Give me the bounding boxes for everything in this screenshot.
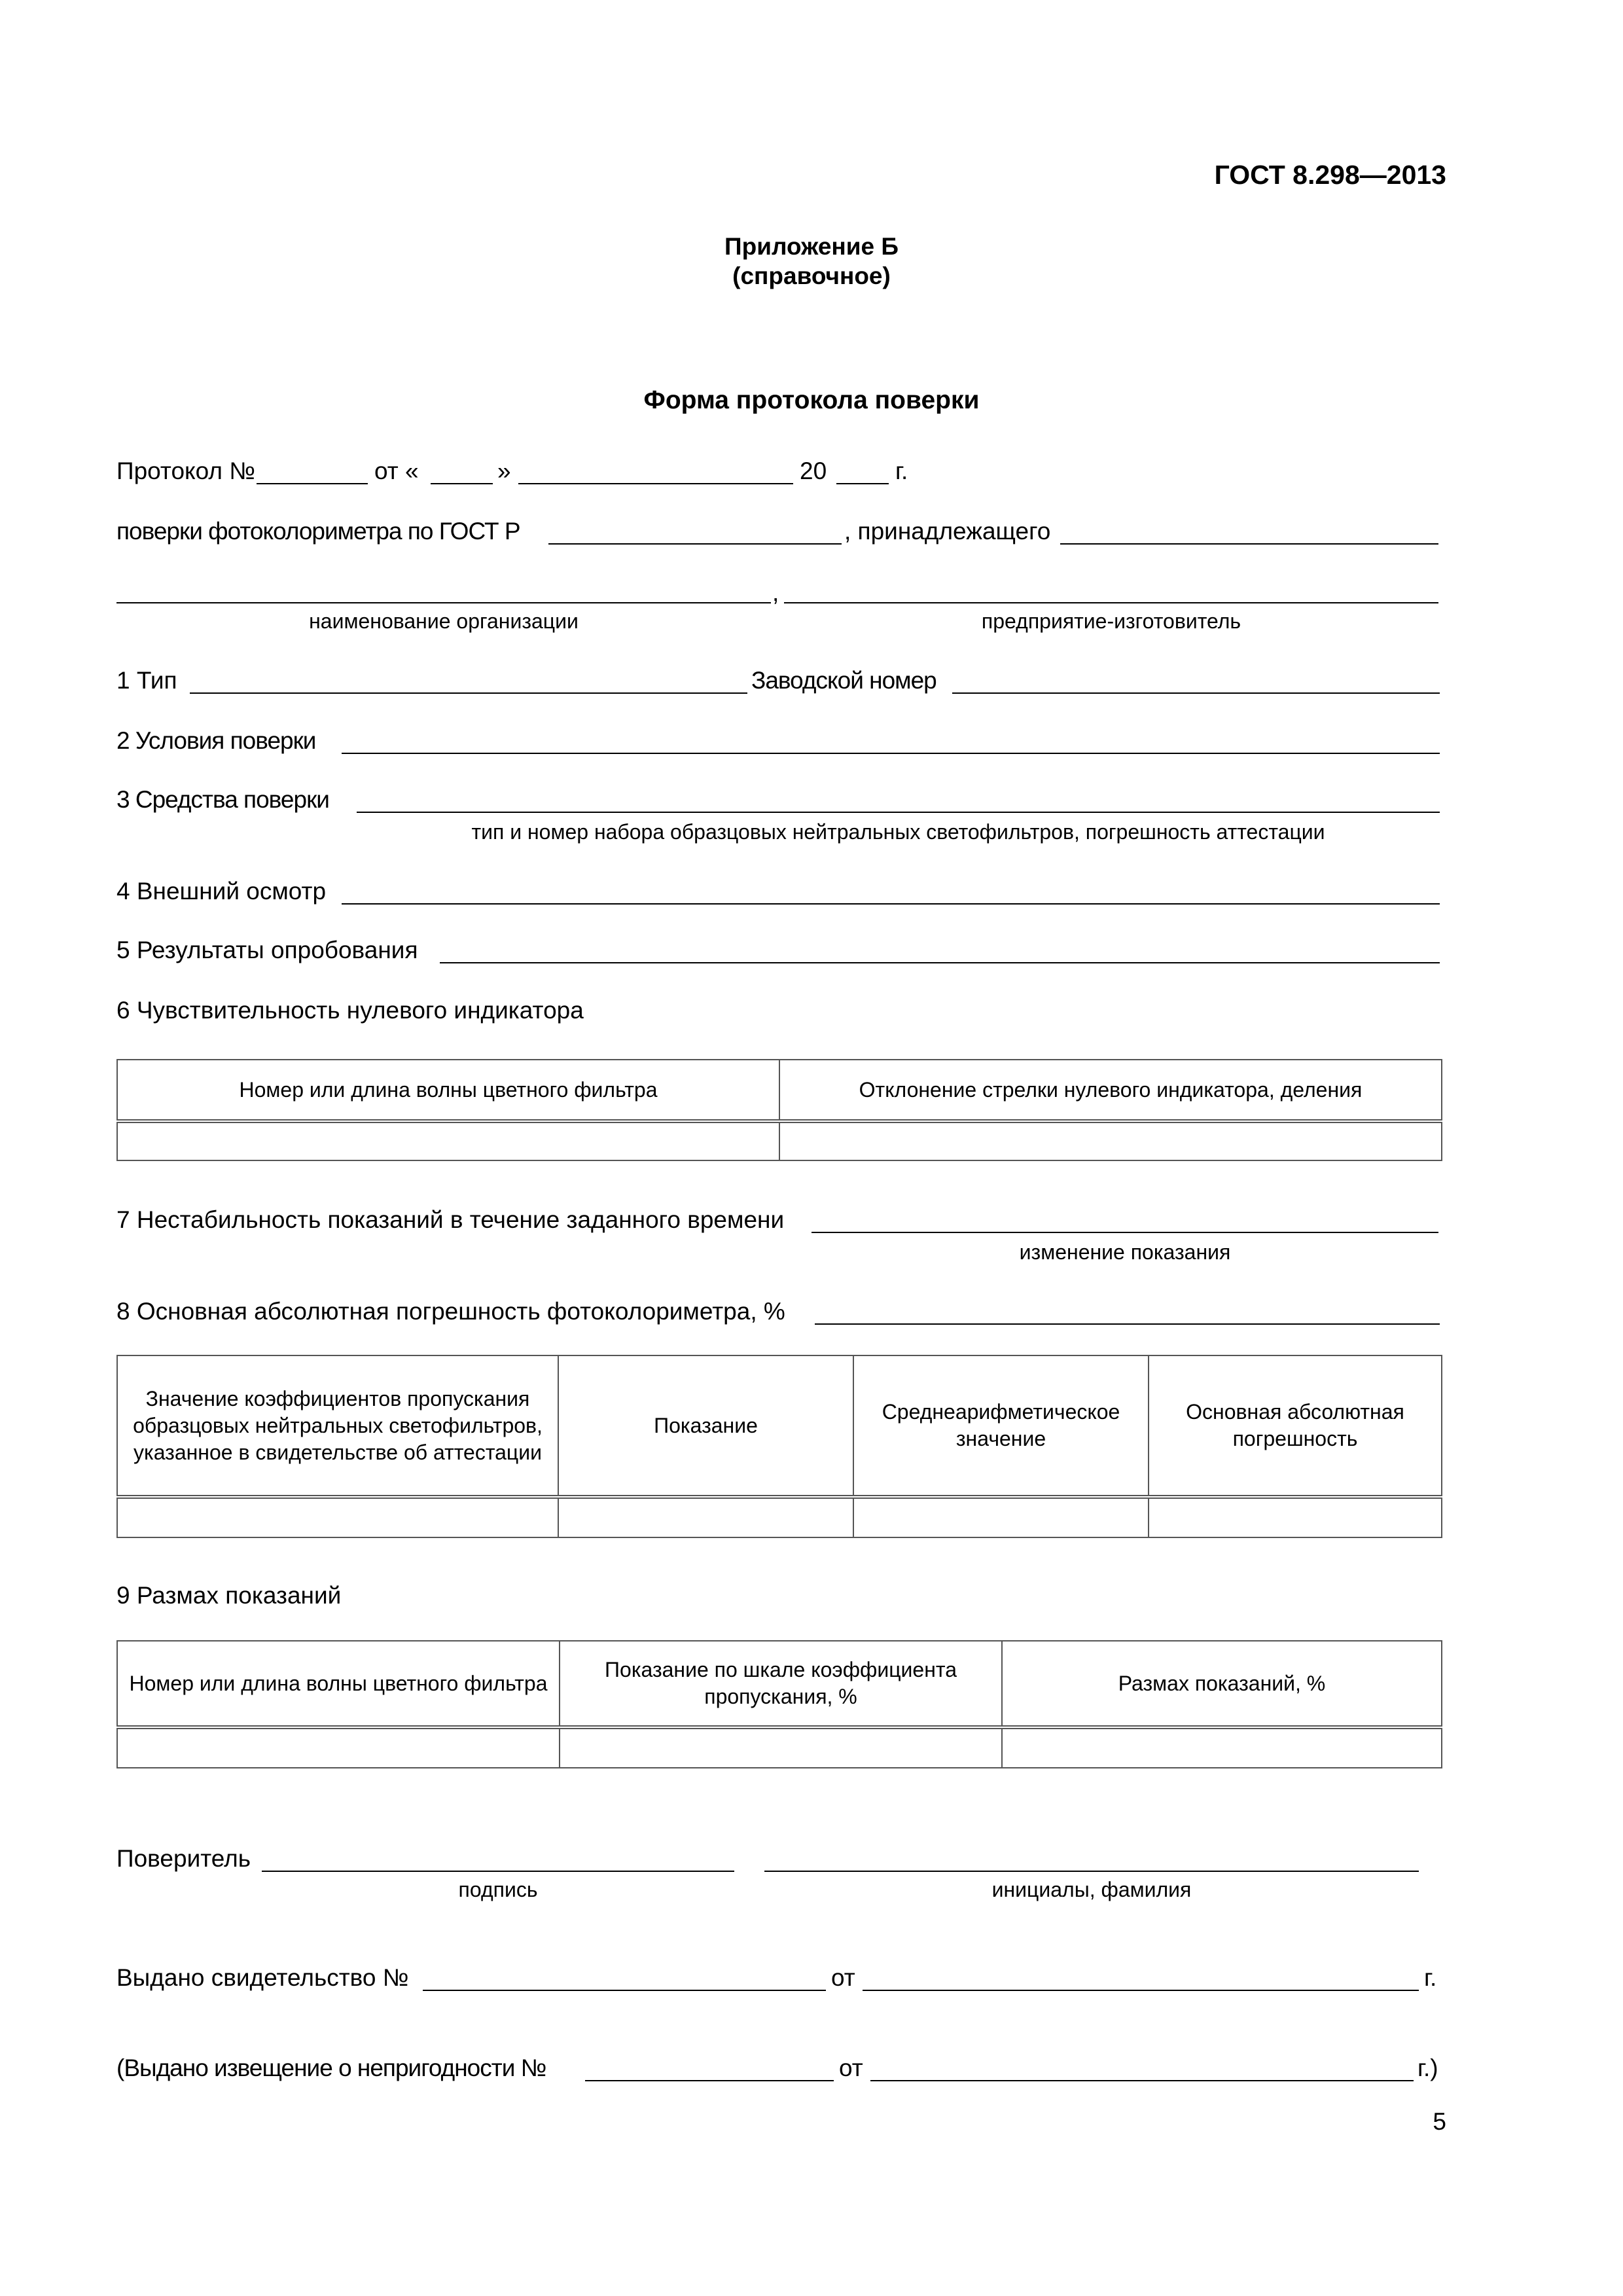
table6-header-deviation: Отклонение стрелки нулевого индикатора, деления (779, 1060, 1442, 1121)
serial-number-field[interactable] (952, 692, 1440, 694)
protocol-from-label: от « (374, 457, 419, 484)
protocol-day-field[interactable] (431, 483, 493, 484)
type-field[interactable] (190, 692, 747, 694)
basic-error-field[interactable] (815, 1323, 1440, 1325)
item1-type-label: 1 Тип (116, 667, 177, 694)
certificate-suffix: г. (1424, 1964, 1437, 1991)
page-number: 5 (1433, 2108, 1446, 2135)
table9-cell[interactable] (560, 1727, 1002, 1768)
table8-header-coefficients: Значение коэффициентов пропускания образцовых нейтральных светофильтров, указанное в свидетельстве об аттестации (117, 1355, 558, 1497)
item2-label: 2 Условия поверки (116, 727, 316, 754)
protocol-month-field[interactable] (518, 483, 793, 484)
protocol-year-prefix: 20 (800, 457, 827, 484)
item1-serial-label: Заводской номер (751, 667, 936, 694)
table9-header-range: Размах показаний, % (1002, 1641, 1442, 1727)
certificate-from-label: от (831, 1964, 855, 1991)
table8-header-error: Основная абсолютная погрешность (1149, 1355, 1442, 1497)
item5-label: 5 Результаты опробования (116, 937, 418, 963)
item6-label: 6 Чувствительность нулевого индикатора (116, 997, 584, 1024)
manufacturer-field[interactable] (784, 602, 1438, 603)
table9-cell[interactable] (117, 1727, 560, 1768)
item4-label: 4 Внешний осмотр (116, 878, 327, 905)
caption-signature: подпись (458, 1878, 538, 1901)
protocol-no-field[interactable] (257, 483, 368, 484)
table9-header-filter: Номер или длина волны цветного фильтра (117, 1641, 560, 1727)
verification-label: поверки фотоколориметра по ГОСТ Р (116, 518, 520, 545)
appendix-subtitle: (справочное) (732, 262, 891, 289)
notice-label: (Выдано извещение о непригодности № (116, 2054, 546, 2081)
table-null-indicator (116, 1059, 1442, 1161)
item8-label: 8 Основная абсолютная погрешность фотоколориметра, % (116, 1298, 785, 1325)
table6-header-filter: Номер или длина волны цветного фильтра (117, 1060, 779, 1121)
testing-results-field[interactable] (440, 962, 1440, 963)
certificate-label: Выдано свидетельство № (116, 1964, 409, 1991)
protocol-no-label: Протокол № (116, 457, 255, 484)
notice-number-field[interactable] (585, 2080, 834, 2081)
table9-header-scale-reading: Показание по шкале коэффициента пропускания, % (560, 1641, 1002, 1727)
conditions-field[interactable] (342, 753, 1440, 754)
notice-from-label: от (839, 2054, 863, 2081)
protocol-year-suffix: г. (895, 457, 908, 484)
verifier-label: Поверитель (116, 1845, 251, 1872)
table8-header-mean: Среднеарифметическое значение (853, 1355, 1149, 1497)
table-basic-error (116, 1355, 1442, 1538)
appendix-title: Приложение Б (724, 233, 899, 260)
doc-code: ГОСТ 8.298—2013 (1214, 160, 1446, 190)
table8-cell[interactable] (558, 1497, 853, 1537)
instability-field[interactable] (812, 1232, 1438, 1233)
item3-caption: тип и номер набора образцовых нейтральных светофильтров, погрешность аттестации (471, 820, 1325, 844)
table8-cell[interactable] (853, 1497, 1149, 1537)
table6-cell[interactable] (117, 1121, 779, 1160)
table-reading-range (116, 1640, 1442, 1768)
table9-cell[interactable] (1002, 1727, 1442, 1768)
means-field[interactable] (357, 812, 1440, 813)
notice-suffix: г.) (1418, 2054, 1438, 2081)
table8-cell[interactable] (1149, 1497, 1442, 1537)
caption-initials: инициалы, фамилия (991, 1878, 1192, 1901)
certificate-date-field[interactable] (863, 1990, 1419, 1991)
table8-cell[interactable] (117, 1497, 558, 1537)
verifier-name-field[interactable] (764, 1871, 1419, 1872)
protocol-close-quote: » (497, 457, 511, 484)
certificate-number-field[interactable] (423, 1990, 826, 1991)
notice-date-field[interactable] (870, 2080, 1414, 2081)
org-comma: , (772, 579, 779, 606)
protocol-year-field[interactable] (836, 483, 889, 484)
caption-manufacturer: предприятие-изготовитель (981, 609, 1241, 633)
item9-label: 9 Размах показаний (116, 1582, 342, 1609)
item7-label: 7 Нестабильность показаний в течение заданного времени (116, 1206, 785, 1233)
organization-field[interactable] (116, 602, 771, 603)
owner-field[interactable] (1060, 543, 1438, 545)
gost-number-field[interactable] (548, 543, 842, 545)
table6-cell[interactable] (779, 1121, 1442, 1160)
belonging-label: , принадлежащего (844, 518, 1051, 545)
form-title: Форма протокола поверки (643, 386, 980, 414)
item3-label: 3 Средства поверки (116, 786, 329, 813)
caption-organization: наименование организации (309, 609, 579, 633)
signature-field[interactable] (262, 1871, 734, 1872)
item7-caption: изменение показания (1019, 1240, 1231, 1264)
inspection-field[interactable] (342, 903, 1440, 905)
table8-header-reading: Показание (558, 1355, 853, 1497)
